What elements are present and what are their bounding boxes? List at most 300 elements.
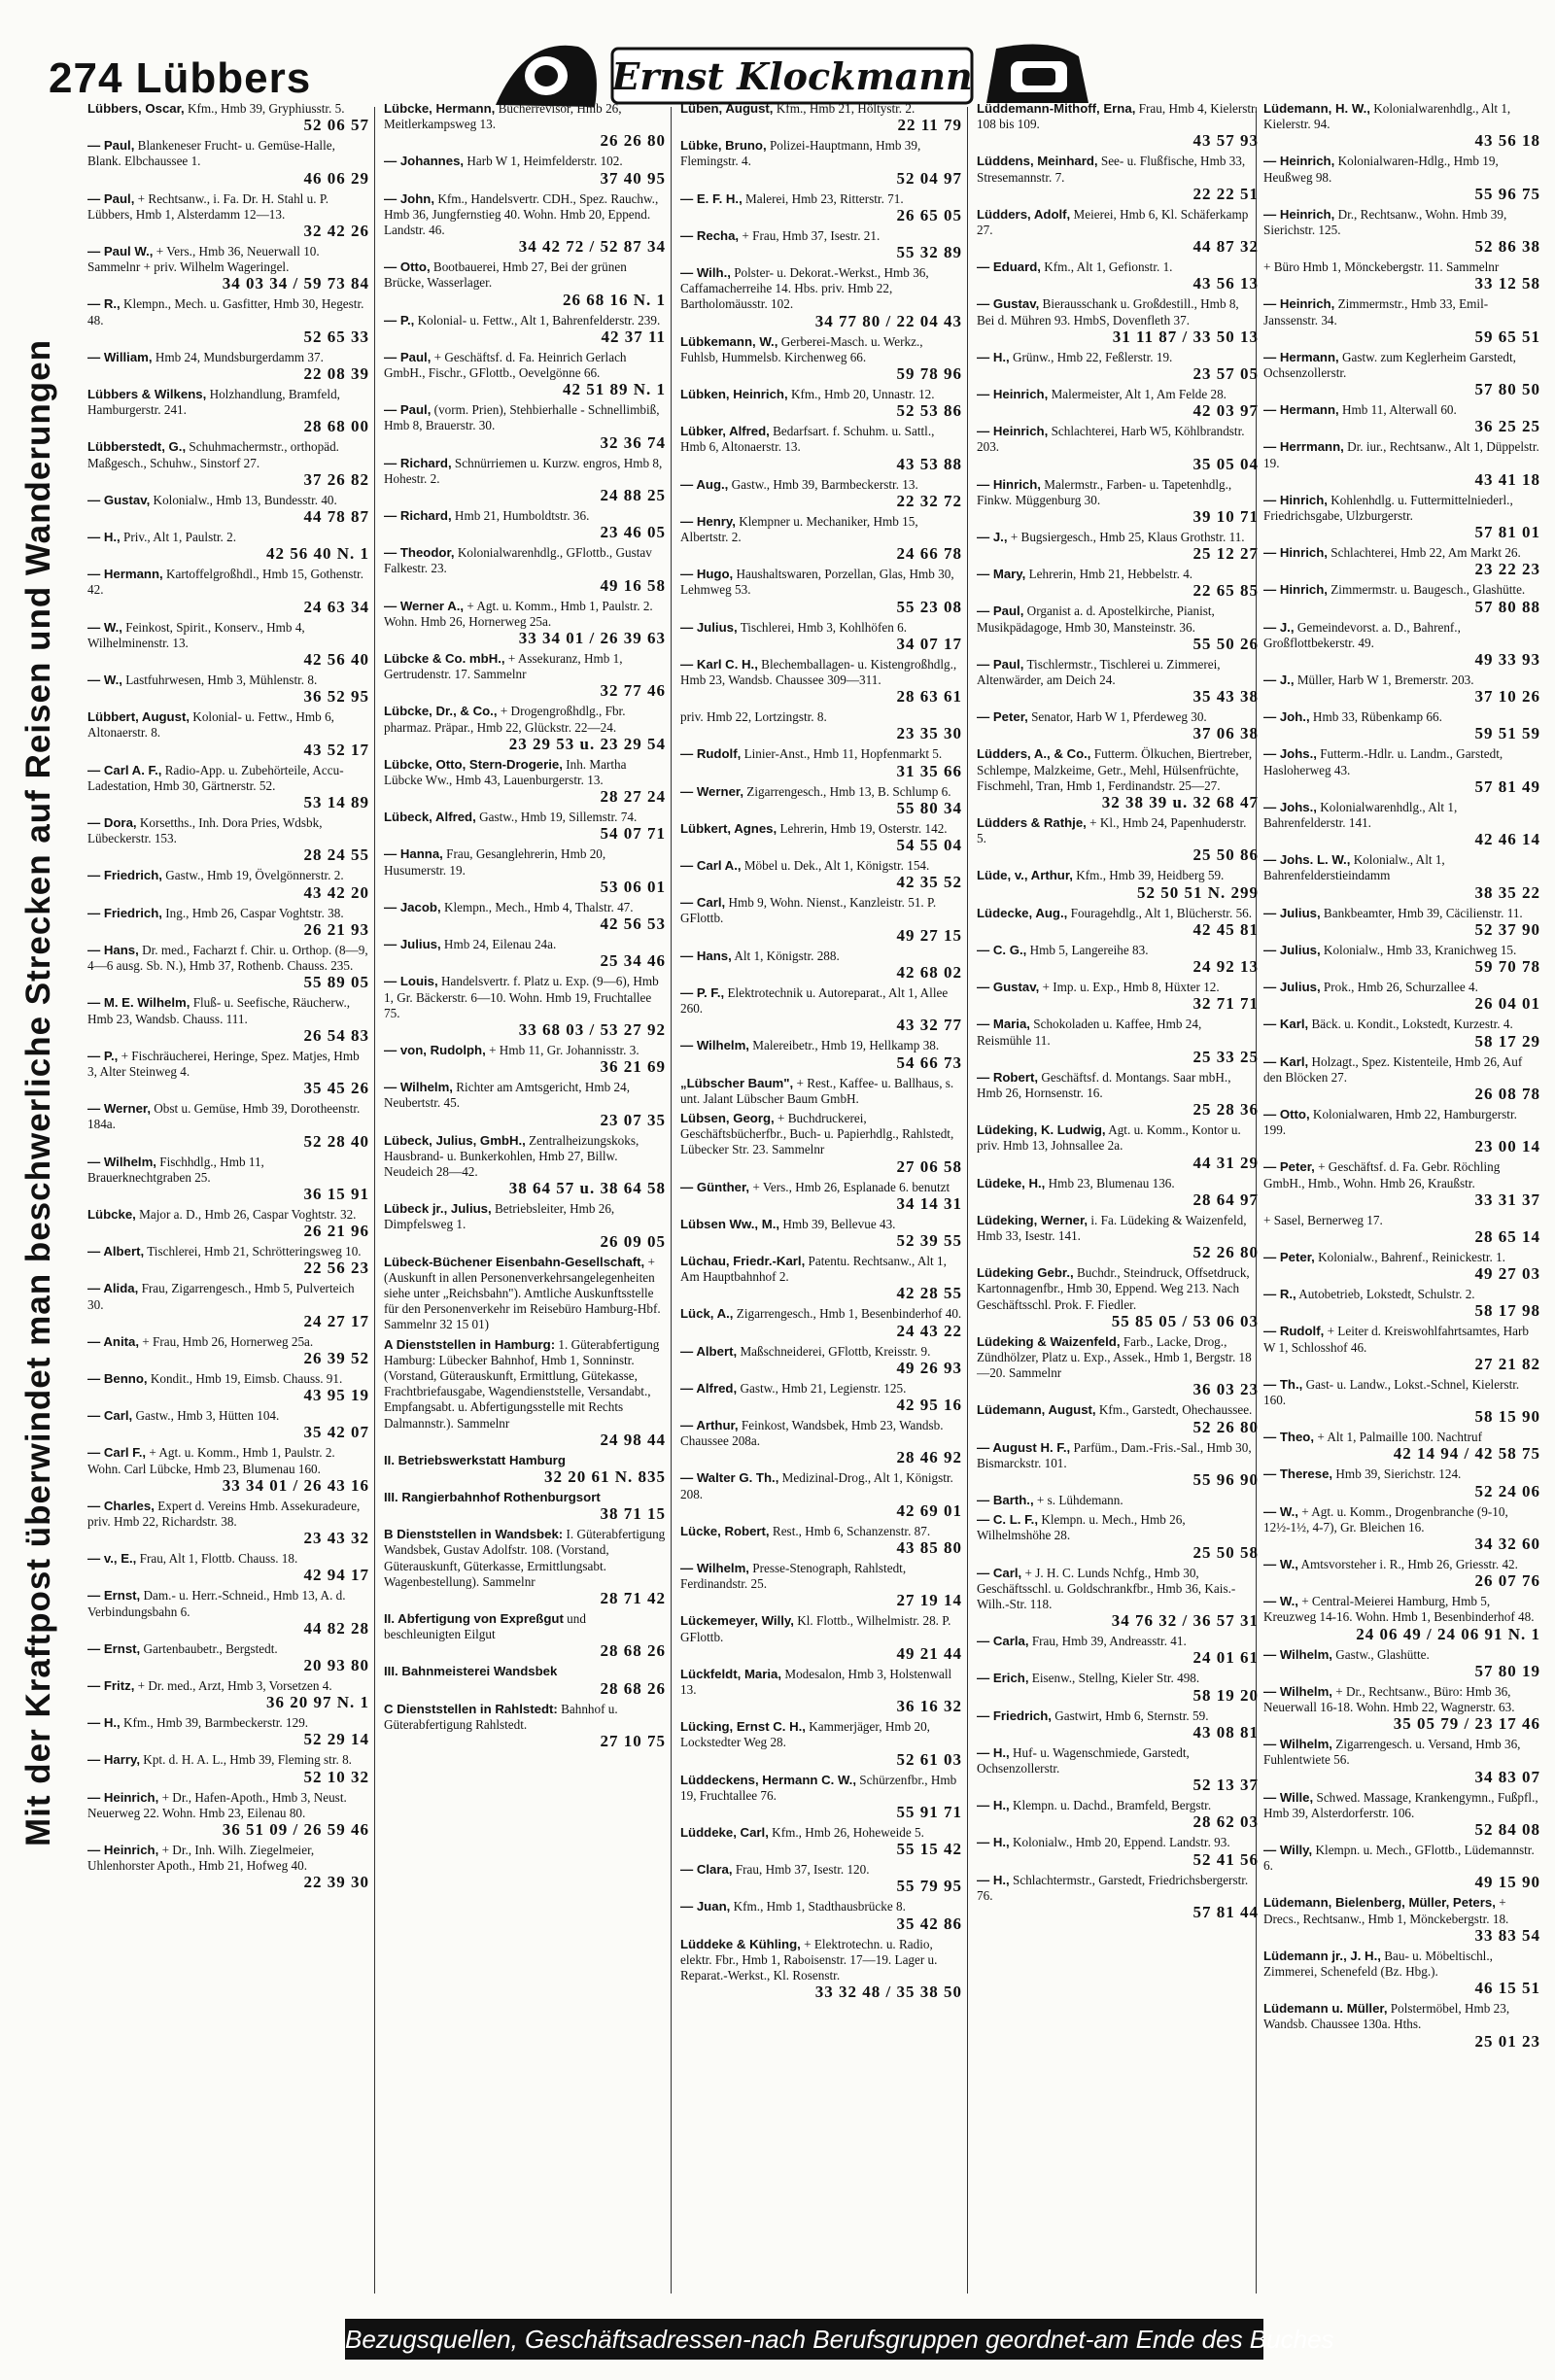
entry-name: — Wilhelm, xyxy=(1263,1646,1332,1662)
phone-number: 24 06 49 / 24 06 91 N. 1 xyxy=(1356,1624,1540,1643)
entry-name: — Günther, xyxy=(680,1179,750,1194)
entry-name: — W., xyxy=(87,619,122,635)
directory-entry xyxy=(87,493,369,526)
entry-details: Bahnhof u. Güterabfertigung Rahlstedt. xyxy=(384,1701,618,1732)
entry-details: Zimmermstr. u. Baugesch., Glashütte. xyxy=(1330,582,1526,598)
entry-details: Frau, Gesanglehrerin, Hmb 20, Husumerstr. 19. xyxy=(384,846,606,878)
entry-name: — Peter, xyxy=(977,709,1028,725)
directory-entry xyxy=(87,101,369,134)
phone-number: 26 65 05 xyxy=(896,205,962,224)
entry-details: Schlachterei, Harb W5, Köhlbrandstr. 203. xyxy=(977,424,1245,455)
directory-entry xyxy=(680,949,962,982)
phone-number: 42 56 40 xyxy=(303,650,369,670)
entry-details: 1. Güterabfertigung Hamburg: Lübecker Bahnhof, Hmb 1, Sonninstr. (Vorstand, Güterauskunft, Ermittlung, Gütekasse, Frachtbriefausgabe, Wagendienststelle, Versandabt., Empfangsabt. u. Abfertigungsstelle mit Rechts Dalmannstr.). Sammelnr xyxy=(384,1336,660,1431)
entry-details: See- u. Flußfische, Hmb 33, Stresemannstr. 7. xyxy=(977,154,1246,185)
phone-number: 36 21 69 xyxy=(600,1057,666,1077)
entry-name: Lüddemann-Mithoff, Erna, xyxy=(977,101,1136,116)
entry-name: Lüdeking, K. Ludwig, xyxy=(977,1122,1106,1138)
phone-number: 33 83 54 xyxy=(1474,1925,1540,1945)
directory-entry xyxy=(1263,620,1540,669)
entry-name: — R., xyxy=(1263,1287,1296,1302)
entry-name: — Otto, xyxy=(1263,1106,1310,1121)
directory-entry xyxy=(977,1512,1259,1561)
directory-entry xyxy=(977,1265,1259,1330)
phone-number: 33 32 48 / 35 38 50 xyxy=(814,1983,962,2002)
entry-details: Handelsvertr. f. Platz u. Exp. (9—6), Hmb 1, Gr. Bäckerstr. 6—10. Wohn. Hmb 19, Fruchtallee 75. xyxy=(384,974,659,1020)
phone-number: 52 65 33 xyxy=(303,327,369,346)
directory-entry xyxy=(384,704,666,752)
entry-name: — Carl F., xyxy=(87,1445,147,1461)
entry-details: Klempn. u. Mech., Hmb 26, Wilhelmshöhe 28. xyxy=(977,1512,1186,1543)
phone-number: 42 94 17 xyxy=(303,1566,369,1585)
directory-entry xyxy=(87,1641,369,1674)
directory-entry xyxy=(1263,1107,1540,1156)
phone-number: 44 87 32 xyxy=(1192,237,1259,257)
directory-entry xyxy=(1263,1250,1540,1283)
entry-details: Kolonialwaren, Hmb 22, Hamburgerstr. 199. xyxy=(1263,1106,1517,1138)
phone-number: 28 63 61 xyxy=(896,687,962,707)
phone-number: 26 09 05 xyxy=(600,1231,666,1251)
phone-number: 38 35 22 xyxy=(1474,882,1540,902)
phone-number: 55 79 95 xyxy=(896,1877,962,1896)
phone-number: 36 20 97 N. 1 xyxy=(265,1693,369,1712)
phone-number: 55 23 08 xyxy=(896,597,962,616)
directory-entry xyxy=(680,514,962,563)
entry-name: — Julius, xyxy=(1263,980,1321,995)
phone-number: 58 19 20 xyxy=(1192,1685,1259,1705)
entry-name: — W., xyxy=(1263,1594,1298,1609)
directory-entry xyxy=(680,424,962,472)
directory-entry xyxy=(977,1070,1259,1119)
phone-number: 36 15 91 xyxy=(303,1184,369,1203)
entry-name: — Paul, xyxy=(87,190,135,206)
directory-entry xyxy=(1263,800,1540,848)
entry-details: + Geschäftsf. d. Fa. Gebr. Röchling GmbH., Hmb., Wohn. Hmb 26, Kraußstr. xyxy=(1263,1159,1501,1190)
directory-entry xyxy=(1263,1647,1540,1680)
entry-details: Kpt. d. H. A. L., Hmb 39, Fleming str. 8. xyxy=(143,1752,352,1768)
entry-details: Priv., Alt 1, Paulstr. 2. xyxy=(123,530,237,545)
directory-entry xyxy=(87,673,369,706)
entry-name: Lüdemann, August, xyxy=(977,1402,1096,1418)
directory-entry xyxy=(977,387,1259,420)
entry-name: — Heinrich, xyxy=(87,1842,159,1857)
directory-entry xyxy=(680,477,962,510)
entry-name: Lübbert, August, xyxy=(87,709,190,725)
phone-number: 31 11 87 / 33 50 13 xyxy=(1112,327,1259,346)
entry-details: Bau- u. Möbeltischl., Zimmerei, Schenefeld (Bz. Hbg.). xyxy=(1263,1948,1493,1979)
directory-entry xyxy=(1263,1895,1540,1944)
entry-details: Kfm., Alt 1, Gefionstr. 1. xyxy=(1044,259,1173,275)
entry-name: Lübcke, Hermann, xyxy=(384,101,496,116)
phone-number: 43 41 18 xyxy=(1474,469,1540,489)
entry-name: — Robert, xyxy=(977,1069,1039,1085)
entry-details: + Agt. u. Komm., Drogenbranche (9-10, 12½-1½, 4-7), Gr. Bleichen 16. xyxy=(1263,1503,1508,1535)
entry-name: Lübbers & Wilkens, xyxy=(87,387,207,402)
directory-entry xyxy=(977,154,1259,202)
phone-number: 49 27 15 xyxy=(896,925,962,945)
directory-entry xyxy=(680,858,962,891)
entry-details: Grünw., Hmb 22, Feßlerstr. 19. xyxy=(1013,349,1173,364)
entry-name: — H., xyxy=(977,1835,1010,1850)
directory-entry xyxy=(87,191,369,240)
directory-entry xyxy=(1263,545,1540,578)
phone-number: 20 93 80 xyxy=(303,1655,369,1674)
entry-details: Kolonialwarenhdlg., Alt 1, Kielerstr. 94. xyxy=(1263,101,1511,132)
phone-number: 42 68 02 xyxy=(896,962,962,982)
directory-entry xyxy=(87,1752,369,1785)
entry-name: Lüdemann u. Müller, xyxy=(1263,2001,1388,2017)
entry-name: Lüdders, A., & Co., xyxy=(977,746,1091,762)
directory-entry xyxy=(87,1551,369,1584)
entry-name: — Heinrich, xyxy=(1263,206,1335,222)
entry-details: Meierei, Hmb 6, Kl. Schäferkamp 27. xyxy=(977,206,1249,238)
entry-name: — Friedrich, xyxy=(87,868,162,883)
entry-name: — Hans, xyxy=(680,948,732,963)
entry-name: III. Bahnmeisterei Wandsbek xyxy=(384,1664,558,1679)
phone-number: 36 52 95 xyxy=(303,687,369,707)
entry-details: Lehrerin, Hmb 21, Hebbelstr. 4. xyxy=(1028,567,1193,582)
directory-entry xyxy=(1263,1504,1540,1553)
entry-name: — Hinrich, xyxy=(1263,492,1328,507)
entry-details: Hmb 24, Eilenau 24a. xyxy=(443,937,557,952)
entry-name: — C. L. F., xyxy=(977,1512,1039,1528)
phone-number: 28 27 24 xyxy=(600,787,666,807)
entry-name: — Friedrich, xyxy=(87,905,162,920)
directory-entry xyxy=(977,1493,1259,1508)
phone-number: 22 65 85 xyxy=(1192,581,1259,601)
column-divider xyxy=(374,107,375,2294)
entry-details: Malereibetr., Hmb 19, Hellkamp 38. xyxy=(752,1038,940,1053)
directory-entry xyxy=(1263,582,1540,615)
entry-name: — Hans, xyxy=(87,942,139,957)
entry-details: Schuhmachermstr., orthopäd. Maßgesch., Schuhw., Sinstorf 27. xyxy=(87,439,339,470)
entry-details: Hmb 11, Alterwall 60. xyxy=(1341,402,1457,418)
entry-details: Feinkost, Spirit., Konserv., Hmb 4, Wilhelminenstr. 13. xyxy=(87,619,305,650)
phone-number: 49 15 90 xyxy=(1474,1873,1540,1892)
directory-entry xyxy=(1263,296,1540,345)
entry-name: — H., xyxy=(977,1798,1010,1813)
entry-details: Kohlenhdlg. u. Futtermittelniederl., Friedrichsgabe, Ulzburgerstr. xyxy=(1263,492,1513,524)
phone-number: 22 32 72 xyxy=(896,491,962,510)
phone-number: 35 05 04 xyxy=(1192,454,1259,473)
phone-number: 25 01 23 xyxy=(1474,2031,1540,2051)
entry-name: — Richard, xyxy=(384,508,452,524)
phone-number: 43 53 88 xyxy=(896,454,962,473)
entry-details: Dr. iur., Rechtsanw., Alt 1, Düppelstr. 19. xyxy=(1263,439,1539,470)
entry-name: — Hinrich, xyxy=(1263,545,1328,561)
directory-entry xyxy=(680,265,962,330)
entry-name: Lübeck, Alfred, xyxy=(384,810,476,825)
entry-details: Gast- u. Landw., Lokst.-Schnel, Kielerstr. 160. xyxy=(1263,1376,1520,1407)
directory-entry xyxy=(680,1254,962,1302)
entry-name: — Friedrich, xyxy=(977,1707,1052,1723)
entry-name: — Carl, xyxy=(977,1565,1022,1580)
directory-entry xyxy=(87,620,369,669)
phone-number: 34 42 72 / 52 87 34 xyxy=(518,237,666,257)
entry-name: — William, xyxy=(87,349,153,364)
directory-entry xyxy=(977,296,1259,345)
directory-entry xyxy=(1263,207,1540,256)
entry-details: Kfm., Hmb 39, Heidberg 59. xyxy=(1076,868,1225,883)
entry-details: + Alt 1, Palmaille 100. Nachtruf xyxy=(1317,1430,1483,1445)
entry-details: Bankbeamter, Hmb 39, Cäcilienstr. 11. xyxy=(1323,905,1523,920)
entry-details: Amtsvorsteher i. R., Hmb 26, Griesstr. 42. xyxy=(1300,1556,1518,1571)
entry-name: Lübsen, Georg, xyxy=(680,1110,775,1125)
directory-entry xyxy=(1263,259,1540,293)
directory-entry xyxy=(1263,980,1540,1013)
entry-details: Holzhandlung, Bramfeld, Hamburgerstr. 241. xyxy=(87,387,340,418)
entry-details: Kondit., Hmb 19, Eimsb. Chauss. 91. xyxy=(150,1370,343,1386)
directory-entry xyxy=(977,207,1259,256)
phone-number: 52 10 32 xyxy=(303,1767,369,1786)
entry-name: — Wilh., xyxy=(680,265,731,281)
entry-details: + Geschäftsf. d. Fa. Heinrich Gerlach GmbH., Fischr., GFlottb., Oevelgönne 66. xyxy=(384,349,627,381)
entry-details: Rest., Hmb 6, Schanzenstr. 87. xyxy=(772,1523,931,1538)
entry-details: Modesalon, Hmb 3, Holstenwall 13. xyxy=(680,1666,952,1697)
phone-number: 26 04 01 xyxy=(1474,994,1540,1014)
entry-name: Lübkert, Agnes, xyxy=(680,820,778,836)
phone-number: 55 89 05 xyxy=(303,973,369,992)
phone-number: 38 64 57 u. 38 64 58 xyxy=(508,1179,666,1198)
directory-entry xyxy=(680,1613,962,1662)
entry-details: Kolonialw., Alt 1, Bahrenfelderstieindamm xyxy=(1263,852,1445,883)
directory-entry xyxy=(87,350,369,383)
entry-details: Bedarfsart. f. Schuhm. u. Sattl., Hmb 6, Altonaerstr. 13. xyxy=(680,424,935,455)
entry-details: (vorm. Prien), Stehbierhalle - Schnellimbiß, Hmb 8, Brauerstr. 30. xyxy=(384,402,660,433)
entry-name: Lübcke, Dr., & Co., xyxy=(384,704,498,719)
phone-number: 49 21 44 xyxy=(896,1643,962,1663)
directory-entry xyxy=(977,1440,1259,1489)
directory-entry xyxy=(87,815,369,864)
entry-details: Hmb 9, Wohn. Nienst., Kanzleistr. 51. P. GFlottb. xyxy=(680,895,937,926)
entry-name: — Erich, xyxy=(977,1671,1029,1686)
phone-number: 23 43 32 xyxy=(303,1529,369,1548)
entry-details: + Agt. u. Komm., Hmb 1, Paulstr. 2. Wohn. Carl Lübcke, Hmb 23, Blumenau 160. xyxy=(87,1445,335,1476)
phone-number: 42 28 55 xyxy=(896,1284,962,1303)
entry-name: Lückemeyer, Willy, xyxy=(680,1613,794,1629)
entry-details: Lehrerin, Hmb 19, Osterstr. 142. xyxy=(779,820,948,836)
directory-entry xyxy=(977,530,1259,563)
entry-details: Futterm.-Hdlr. u. Landm., Garstedt, Hasloherweg 43. xyxy=(1263,746,1503,777)
phone-number: 49 27 03 xyxy=(1474,1264,1540,1284)
entry-details: Gastw., Hmb 39, Barmbeckerstr. 13. xyxy=(731,476,918,492)
entry-name: — H., xyxy=(87,530,121,545)
directory-entry xyxy=(384,599,666,647)
phone-number: 43 52 17 xyxy=(303,740,369,759)
entry-name: — Julius, xyxy=(1263,905,1321,920)
phone-number: 54 66 73 xyxy=(896,1052,962,1072)
entry-name: A Dienststellen in Hamburg: xyxy=(384,1336,556,1352)
entry-details: und beschleunigten Eilgut xyxy=(384,1610,586,1642)
directory-entry xyxy=(87,1588,369,1637)
entry-details: Schlachterei, Hmb 22, Am Markt 26. xyxy=(1330,545,1521,561)
entry-details: Gartenbaubetr., Bergstedt. xyxy=(143,1640,278,1656)
entry-details: Kolonial- u. Fettw., Alt 1, Bahrenfelderstr. 239. xyxy=(417,312,661,328)
entry-details: Kfm., Hmb 39, Gryphiusstr. 5. xyxy=(187,101,345,116)
entry-details: Klempn., Mech., Hmb 4, Thalstr. 47. xyxy=(443,899,634,914)
entry-details: Hmb 21, Humboldtstr. 36. xyxy=(454,508,590,524)
entry-name: — Hermann, xyxy=(87,567,163,582)
phone-number: 55 50 26 xyxy=(1192,634,1259,653)
entry-details: Zentralheizungskoks, Hausbrand- u. Bunkerkohlen, Hmb 27, Billw. Neudeich 28—42. xyxy=(384,1132,639,1179)
entry-details: Betriebsleiter, Hmb 26, Dimpfelsweg 1. xyxy=(384,1201,615,1232)
entry-details: Korsetths., Inh. Dora Pries, Wdsbk, Lübeckerstr. 153. xyxy=(87,815,323,846)
phone-number: 46 15 51 xyxy=(1474,1979,1540,1998)
directory-entry xyxy=(977,1122,1259,1171)
entry-details: Bootbauerei, Hmb 27, Bei der grünen Brücke, Wasserlager. xyxy=(384,259,627,291)
phone-number: 52 26 80 xyxy=(1192,1243,1259,1262)
entry-name: Lüddeke, Carl, xyxy=(680,1824,769,1840)
entry-details: Gastw., Hmb 19, Sillemstr. 74. xyxy=(479,810,638,825)
directory-entry xyxy=(87,1408,369,1441)
entry-name: — Hanna, xyxy=(384,846,443,862)
entry-name: — Johs., xyxy=(1263,799,1317,814)
entry-name: — Heinrich, xyxy=(1263,296,1335,312)
directory-entry xyxy=(384,974,666,1039)
entry-details: Medizinal-Drog., Alt 1, Königstr. 208. xyxy=(680,1470,953,1501)
phone-number: 52 28 40 xyxy=(303,1131,369,1151)
entry-details: Feinkost, Wandsbek, Hmb 23, Wandsb. Chaussee 208a. xyxy=(680,1417,944,1449)
directory-entry xyxy=(87,1207,369,1240)
directory-entry xyxy=(680,1076,962,1107)
phone-number: 25 50 58 xyxy=(1192,1542,1259,1562)
entry-details: Schürzenfbr., Hmb 19, Fruchtallee 76. xyxy=(680,1772,957,1803)
phone-number: 59 78 96 xyxy=(896,364,962,384)
directory-entry xyxy=(87,1715,369,1748)
entry-name: — Paul, xyxy=(977,656,1024,672)
phone-number: 27 06 58 xyxy=(896,1156,962,1176)
entry-details: + Central-Meierei Hamburg, Hmb 5, Kreuzweg 14-16. Wohn. Hmb 1, Besenbinderhof 48. xyxy=(1263,1594,1535,1625)
phone-number: 28 65 14 xyxy=(1474,1226,1540,1246)
svg-text:Ernst Klockmann: Ernst Klockmann xyxy=(611,54,973,98)
directory-entry xyxy=(977,604,1259,652)
entry-name: Lüdeking Gebr., xyxy=(977,1265,1074,1281)
directory-entry xyxy=(384,1453,666,1486)
entry-details: + s. Lühdemann. xyxy=(1036,1492,1123,1507)
entry-details: + Kl., Hmb 24, Papenhuderstr. 5. xyxy=(977,815,1247,846)
phone-number: 26 21 93 xyxy=(303,919,369,939)
directory-entry xyxy=(977,1017,1259,1065)
entry-name: — August H. F., xyxy=(977,1439,1071,1455)
phone-number: 57 80 88 xyxy=(1474,597,1540,616)
entry-name: Lüdeking & Waizenfeld, xyxy=(977,1333,1121,1349)
directory-entry xyxy=(1263,1159,1540,1208)
entry-details: Hmb 39, Sierichstr. 124. xyxy=(1335,1466,1462,1482)
directory-entry xyxy=(87,763,369,811)
entry-details: Kfm., Handelsvertr. CDH., Spez. Rauchw., Hmb 36, Jungfernstieg 40. Wohn. Hmb 20, Eppend. Landstr. 46. xyxy=(384,190,659,238)
entry-details: + Hmb 11, Gr. Johannisstr. 3. xyxy=(489,1042,639,1057)
directory-entry xyxy=(680,1418,962,1466)
entry-name: — Johs. L. W., xyxy=(1263,852,1351,868)
directory-entry xyxy=(977,1671,1259,1704)
entry-details: Dam.- u. Herr.-Schneid., Hmb 13, A. d. Verbindungsbahn 6. xyxy=(87,1588,346,1619)
phone-number: 35 42 07 xyxy=(303,1423,369,1442)
directory-entry xyxy=(977,1873,1259,1921)
directory-entry xyxy=(977,746,1259,811)
directory-entry xyxy=(1263,350,1540,398)
entry-details: + Elektrotechn. u. Radio, elektr. Fbr., Hmb 1, Raboisenstr. 17—19. Lager u. Reparat.-Werkst., Kl. Rosenstr. xyxy=(680,1936,938,1983)
entry-details: + Fischräucherei, Heringe, Spez. Matjes, Hmb 3, Alter Steinweg 4. xyxy=(87,1048,360,1079)
entry-name: Lückfeldt, Maria, xyxy=(680,1666,782,1681)
entry-details: Schwed. Massage, Krankengymn., Fußpfl., Hmb 39, Alsterdorferstr. 106. xyxy=(1263,1789,1538,1820)
phone-number: 43 85 80 xyxy=(896,1537,962,1557)
directory-entry xyxy=(384,259,666,308)
entry-name: — Carla, xyxy=(977,1634,1029,1649)
entry-name: — Willy, xyxy=(1263,1842,1313,1857)
phone-number: 26 54 83 xyxy=(303,1025,369,1045)
entry-details: Radio-App. u. Zubehörteile, Accu-Ladestation, Hmb 30, Gärtnerstr. 52. xyxy=(87,762,344,793)
entry-name: Lüdemann, H. W., xyxy=(1263,101,1370,116)
entry-name: — Herrmann, xyxy=(1263,439,1344,455)
entry-details: Hmb 39, Bellevue 43. xyxy=(782,1216,896,1231)
directory-entry xyxy=(1263,154,1540,202)
phone-number: 42 46 14 xyxy=(1474,830,1540,849)
phone-number: 32 42 26 xyxy=(303,222,369,241)
directory-entry xyxy=(680,1217,962,1250)
phone-number: 54 55 04 xyxy=(896,836,962,855)
entry-details: I. Güterabfertigung Wandsbek, Gustav Adolfstr. 108. (Vorstand, Güterauskunft, Güterkasse, Ermittlungsabt. Wagenbestellung). Sammelnr xyxy=(384,1527,666,1589)
entry-details: + Sasel, Bernerweg 17. xyxy=(1263,1212,1383,1227)
entry-details: Buchdr., Steindruck, Offsetdruck, Kartonnagenfbr., Hmb 30, Eppend. Weg 213. Nach Geschäftsschl. Prok. F. Fiedler. xyxy=(977,1265,1250,1312)
entry-details: + Rest., Kaffee- u. Ballhaus, s. unt. Jalant Lübscher Baum GmbH. xyxy=(680,1075,954,1106)
directory-entry xyxy=(680,1719,962,1768)
directory-entry xyxy=(384,154,666,187)
phone-number: 23 35 30 xyxy=(896,724,962,743)
phone-number: 24 27 17 xyxy=(303,1311,369,1330)
phone-number: 36 03 23 xyxy=(1192,1380,1259,1399)
directory-entry xyxy=(1263,1287,1540,1320)
entry-details: Kolonial- u. Fettw., Hmb 6, Altonaerstr. 8. xyxy=(87,709,334,741)
phone-number: 22 11 79 xyxy=(897,116,962,135)
phone-number: 28 68 26 xyxy=(600,1678,666,1698)
directory-entry xyxy=(384,1490,666,1523)
entry-name: — Recha, xyxy=(680,227,740,243)
phone-number: 34 07 17 xyxy=(896,634,962,653)
entry-name: — Arthur, xyxy=(680,1417,739,1432)
entry-details: Farb., Lacke, Drog., Zündhölzer, Platz u. Exp., Assek., Hmb 1, Bergstr. 18—20. Sammelnr xyxy=(977,1333,1252,1381)
entry-name: Lübker, Alfred, xyxy=(680,424,770,439)
entry-name: — Ernst, xyxy=(87,1588,141,1604)
entry-details: Agt. u. Komm., Kontor u. priv. Hmb 13, Johnsallee 2a. xyxy=(977,1122,1241,1154)
phone-number: 52 84 08 xyxy=(1474,1819,1540,1839)
entry-name: Lüdecke, Aug., xyxy=(977,905,1068,920)
entry-details: Gemeindevorst. a. D., Bahrenf., Großflottbekerstr. 49. xyxy=(1263,619,1461,650)
entry-details: Zimmermstr., Hmb 33, Emil-Janssenstr. 34. xyxy=(1263,296,1489,328)
entry-name: — Benno, xyxy=(87,1370,148,1386)
directory-column-3 xyxy=(680,101,962,2297)
phone-number: 28 64 97 xyxy=(1192,1190,1259,1209)
entry-name: — Julius, xyxy=(384,937,441,952)
directory-entry xyxy=(680,1111,962,1176)
entry-details: Schokoladen u. Kaffee, Hmb 24, Reismühle 11. xyxy=(977,1017,1202,1048)
phone-number: 52 06 57 xyxy=(303,116,369,135)
directory-entry xyxy=(1263,673,1540,706)
phone-number: 43 95 19 xyxy=(303,1386,369,1405)
phone-number: 57 80 50 xyxy=(1474,380,1540,399)
phone-number: 22 56 23 xyxy=(303,1259,369,1278)
entry-details: + Assekuranz, Hmb 1, Gertrudenstr. 17. Sammelnr xyxy=(384,651,623,682)
directory-entry xyxy=(1263,1594,1540,1642)
directory-entry xyxy=(977,1708,1259,1742)
directory-entry xyxy=(680,1937,962,2002)
entry-details: Alt 1, Königstr. 288. xyxy=(734,948,840,963)
entry-details: Hmb 23, Blumenau 136. xyxy=(1048,1175,1175,1190)
entry-details: + J. H. C. Lunds Nchfg., Hmb 30, Geschäftsschl. u. Goldschrankfbr., Hmb 36, Kais.-Wilh.-Str. 118. xyxy=(977,1565,1236,1611)
entry-details: + Büro Hmb 1, Mönckebergstr. 11. Sammelnr xyxy=(1263,259,1500,275)
directory-entry xyxy=(87,1049,369,1097)
entry-details: Frau, Hmb 37, Isestr. 120. xyxy=(735,1862,870,1878)
entry-name: — Theo, xyxy=(1263,1430,1315,1445)
